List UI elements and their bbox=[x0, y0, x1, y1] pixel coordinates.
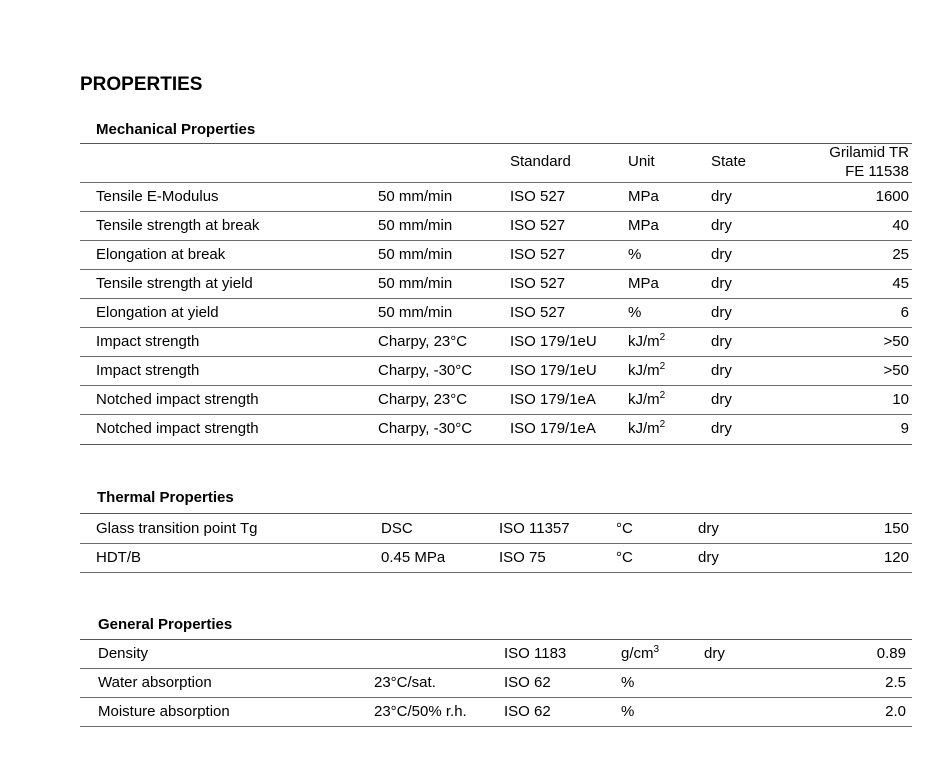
thermal-state: dry bbox=[698, 520, 719, 537]
header-product-line2: FE 11538 bbox=[845, 163, 909, 180]
mechanical-state: dry bbox=[711, 362, 732, 379]
mechanical-test-standard: ISO 527 bbox=[510, 275, 566, 292]
mechanical-state: dry bbox=[711, 391, 732, 408]
mechanical-value: 40 bbox=[892, 217, 909, 234]
mechanical-test-standard: ISO 179/1eU bbox=[510, 362, 597, 379]
general-row-rule bbox=[80, 697, 912, 698]
mechanical-row-rule bbox=[80, 240, 912, 241]
mechanical-property-name: Elongation at yield bbox=[96, 304, 219, 321]
mechanical-unit: $kJ/m^2$ bbox=[628, 332, 666, 350]
mechanical-row-rule bbox=[80, 414, 912, 415]
general-value: 2.5 bbox=[885, 674, 906, 691]
thermal-row-rule bbox=[80, 572, 912, 573]
mechanical-test-standard: ISO 179/1eA bbox=[510, 391, 596, 408]
mechanical-test-condition: Charpy, -30°C bbox=[378, 362, 473, 379]
thermal-value: 150 bbox=[883, 520, 909, 537]
mechanical-unit: $kJ/m^2$ bbox=[628, 419, 666, 437]
mechanical-unit: $kJ/m^2$ bbox=[628, 390, 666, 408]
mechanical-unit: MPa bbox=[628, 188, 659, 205]
mechanical-heading: Mechanical Properties bbox=[96, 121, 256, 138]
mechanical-value: >50 bbox=[883, 362, 909, 379]
general-unit: % bbox=[621, 674, 635, 691]
mechanical-value: 25 bbox=[892, 246, 909, 263]
mechanical-state: dry bbox=[711, 420, 732, 437]
mechanical-test-standard: ISO 527 bbox=[510, 188, 566, 205]
mechanical-test-condition: Charpy, 23°C bbox=[378, 333, 468, 350]
mechanical-unit-superscript: 2 bbox=[659, 419, 666, 430]
mechanical-test-standard: ISO 527 bbox=[510, 246, 566, 263]
thermal-top-rule bbox=[80, 513, 912, 514]
mechanical-state: dry bbox=[711, 217, 732, 234]
general-row-rule bbox=[80, 726, 912, 727]
mechanical-state: dry bbox=[711, 246, 732, 263]
mechanical-value: 6 bbox=[900, 304, 909, 321]
mechanical-unit: % bbox=[628, 246, 642, 263]
mechanical-test-condition: 50 mm/min bbox=[378, 217, 453, 234]
page-title: PROPERTIES bbox=[80, 74, 203, 95]
general-test-condition: 23°C/50% r.h. bbox=[374, 703, 467, 720]
general-property-name: Water absorption bbox=[98, 674, 212, 691]
mechanical-state: dry bbox=[711, 333, 732, 350]
header-state: State bbox=[711, 153, 747, 170]
mechanical-row-rule bbox=[80, 444, 912, 445]
thermal-test-condition: 0.45 MPa bbox=[381, 549, 446, 566]
mechanical-test-standard: ISO 527 bbox=[510, 217, 566, 234]
thermal-property-name: HDT/B bbox=[96, 549, 141, 566]
mechanical-unit: MPa bbox=[628, 275, 659, 292]
mechanical-property-name: Notched impact strength bbox=[96, 420, 259, 437]
general-test-standard: ISO 62 bbox=[504, 674, 551, 691]
mechanical-state: dry bbox=[711, 188, 732, 205]
mechanical-test-condition: 50 mm/min bbox=[378, 246, 453, 263]
thermal-property-name: Glass transition point Tg bbox=[96, 520, 258, 537]
thermal-test-standard: ISO 11357 bbox=[499, 520, 570, 537]
mechanical-property-name: Impact strength bbox=[96, 333, 200, 350]
mechanical-property-name: Tensile strength at yield bbox=[96, 275, 253, 292]
mechanical-header-rule bbox=[80, 182, 912, 183]
thermal-row-rule bbox=[80, 543, 912, 544]
thermal-unit: °C bbox=[616, 549, 633, 566]
general-property-name: Moisture absorption bbox=[98, 703, 230, 720]
general-test-condition: 23°C/sat. bbox=[374, 674, 436, 691]
mechanical-value: 9 bbox=[900, 420, 909, 437]
mechanical-property-name: Impact strength bbox=[96, 362, 200, 379]
general-top-rule bbox=[80, 639, 912, 640]
mechanical-unit: MPa bbox=[628, 217, 659, 234]
general-value: 0.89 bbox=[876, 645, 906, 662]
general-unit-superscript: 3 bbox=[653, 644, 660, 655]
general-unit: % bbox=[621, 703, 635, 720]
mechanical-test-condition: Charpy, -30°C bbox=[378, 420, 473, 437]
thermal-test-standard: ISO 75 bbox=[499, 549, 546, 566]
general-test-standard: ISO 62 bbox=[504, 703, 551, 720]
general-unit: $g/cm^3$ bbox=[621, 644, 660, 662]
thermal-test-condition: DSC bbox=[381, 520, 413, 537]
mechanical-row-rule bbox=[80, 211, 912, 212]
mechanical-test-condition: 50 mm/min bbox=[378, 304, 453, 321]
thermal-value: 120 bbox=[883, 549, 909, 566]
mechanical-test-condition: 50 mm/min bbox=[378, 275, 453, 292]
general-property-name: Density bbox=[98, 645, 149, 662]
mechanical-unit-superscript: 2 bbox=[659, 390, 666, 401]
mechanical-state: dry bbox=[711, 304, 732, 321]
mechanical-unit: $kJ/m^2$ bbox=[628, 361, 666, 379]
mechanical-property-name: Notched impact strength bbox=[96, 391, 259, 408]
thermal-state: dry bbox=[698, 549, 719, 566]
header-standard: Standard bbox=[510, 153, 571, 170]
mechanical-test-condition: 50 mm/min bbox=[378, 188, 453, 205]
general-value: 2.0 bbox=[885, 703, 906, 720]
mechanical-value: 45 bbox=[892, 275, 909, 292]
mechanical-unit: % bbox=[628, 304, 642, 321]
mechanical-value: >50 bbox=[883, 333, 909, 350]
mechanical-property-name: Elongation at break bbox=[96, 246, 226, 263]
mechanical-row-rule bbox=[80, 356, 912, 357]
header-unit: Unit bbox=[628, 153, 655, 170]
mechanical-test-condition: Charpy, 23°C bbox=[378, 391, 468, 408]
mechanical-row-rule bbox=[80, 298, 912, 299]
general-test-standard: ISO 1183 bbox=[504, 645, 567, 662]
mechanical-row-rule bbox=[80, 327, 912, 328]
mechanical-value: 10 bbox=[892, 391, 909, 408]
header-product-line1: Grilamid TR bbox=[829, 144, 909, 161]
general-state: dry bbox=[704, 645, 725, 662]
mechanical-property-name: Tensile strength at break bbox=[96, 217, 260, 234]
thermal-heading: Thermal Properties bbox=[97, 489, 234, 506]
mechanical-state: dry bbox=[711, 275, 732, 292]
mechanical-test-standard: ISO 179/1eA bbox=[510, 420, 596, 437]
mechanical-test-standard: ISO 179/1eU bbox=[510, 333, 597, 350]
general-row-rule bbox=[80, 668, 912, 669]
mechanical-row-rule bbox=[80, 385, 912, 386]
mechanical-top-rule bbox=[80, 143, 912, 144]
mechanical-unit-superscript: 2 bbox=[659, 361, 666, 372]
mechanical-value: 1600 bbox=[875, 188, 909, 205]
mechanical-row-rule bbox=[80, 269, 912, 270]
thermal-unit: °C bbox=[616, 520, 633, 537]
mechanical-test-standard: ISO 527 bbox=[510, 304, 566, 321]
mechanical-property-name: Tensile E-Modulus bbox=[96, 188, 219, 205]
mechanical-unit-superscript: 2 bbox=[659, 332, 666, 343]
general-heading: General Properties bbox=[98, 616, 233, 633]
